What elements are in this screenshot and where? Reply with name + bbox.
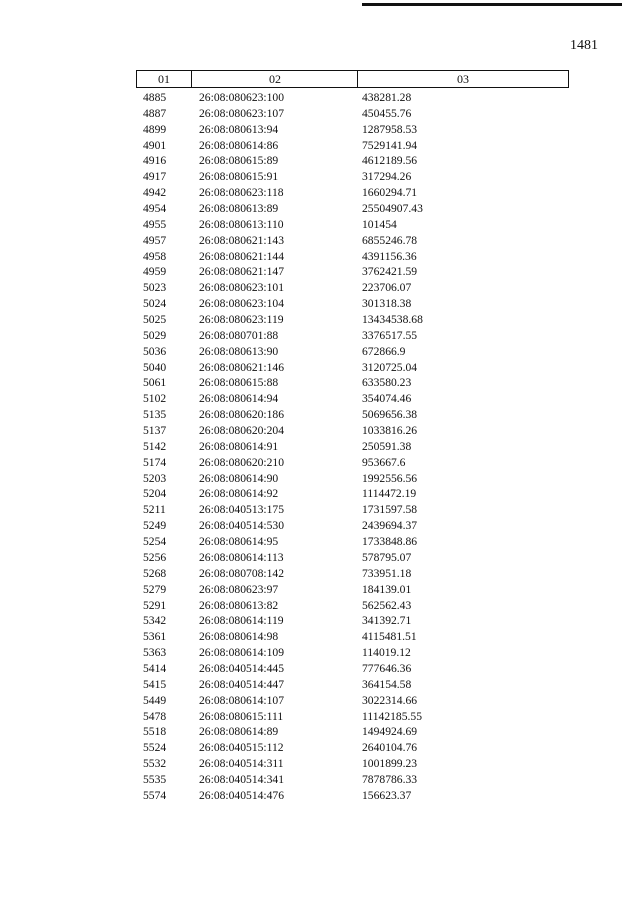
row-value: 354074.46 [362, 392, 412, 406]
table-row [0, 772, 640, 788]
row-code: 26:08:040515:112 [199, 741, 284, 755]
row-id: 5174 [143, 455, 167, 469]
row-value: 1494924.69 [362, 725, 418, 739]
row-id: 5361 [143, 630, 167, 644]
row-value: 3762421.59 [362, 265, 418, 279]
row-value: 578795.07 [362, 550, 412, 564]
table-row [0, 740, 640, 756]
row-value: 7878786.33 [362, 772, 418, 786]
row-code: 26:08:080623:118 [199, 186, 284, 200]
table-row [0, 788, 640, 804]
row-code: 26:08:080620:186 [199, 408, 285, 422]
row-value: 7529141.94 [362, 138, 418, 152]
row-value: 156623.37 [362, 788, 412, 802]
table-row [0, 185, 640, 201]
table-row [0, 661, 640, 677]
row-value: 1033816.26 [362, 424, 418, 438]
row-id: 5023 [143, 281, 167, 295]
row-code: 26:08:080613:94 [199, 122, 279, 136]
row-value: 438281.28 [362, 91, 412, 104]
row-value: 672866.9 [362, 344, 406, 358]
row-code: 26:08:080621:147 [199, 265, 285, 279]
header-col-02: 02 [191, 71, 358, 87]
table-row [0, 249, 640, 265]
row-code: 26:08:080621:144 [199, 249, 285, 263]
table-row [0, 756, 640, 772]
row-value: 4612189.56 [362, 154, 418, 168]
row-value: 114019.12 [362, 646, 411, 660]
table-row [0, 328, 640, 344]
table-row [0, 138, 640, 154]
row-value: 3376517.55 [362, 328, 418, 342]
table-header [136, 70, 569, 88]
row-value: 341392.71 [362, 614, 412, 628]
row-value: 1001899.23 [362, 757, 418, 771]
row-id: 5574 [143, 788, 167, 802]
table-row [0, 169, 640, 185]
row-value: 5069656.38 [362, 408, 418, 422]
row-id: 5254 [143, 535, 167, 549]
row-code: 26:08:040514:530 [199, 519, 285, 533]
row-code: 26:08:080621:143 [199, 233, 285, 247]
row-id: 5279 [143, 582, 167, 596]
row-code: 26:08:080614:109 [199, 646, 285, 660]
row-code: 26:08:080621:146 [199, 360, 285, 374]
row-code: 26:08:080623:100 [199, 91, 285, 104]
table-row [0, 201, 640, 217]
row-value: 25504907.43 [362, 202, 423, 216]
row-code: 26:08:080613:110 [199, 217, 284, 231]
row-id: 5524 [143, 741, 167, 755]
table-row [0, 122, 640, 138]
row-value: 1731597.58 [362, 503, 418, 517]
row-value: 953667.6 [362, 455, 406, 469]
table-row [0, 264, 640, 280]
table-row [0, 375, 640, 391]
top-rule [362, 3, 622, 6]
row-code: 26:08:040514:476 [199, 788, 285, 802]
row-code: 26:08:080614:119 [199, 614, 284, 628]
table-row [0, 455, 640, 471]
row-value: 2439694.37 [362, 519, 418, 533]
table-body [0, 90, 640, 804]
row-code: 26:08:080614:91 [199, 439, 279, 453]
row-code: 26:08:080614:95 [199, 535, 279, 549]
row-id: 5025 [143, 313, 167, 327]
table-row [0, 439, 640, 455]
row-value: 6855246.78 [362, 233, 418, 247]
row-code: 26:08:080614:90 [199, 471, 279, 485]
table-row [0, 645, 640, 661]
table-row [0, 153, 640, 169]
row-id: 5102 [143, 392, 167, 406]
row-id: 4901 [143, 138, 167, 152]
row-value: 301318.38 [362, 297, 412, 311]
table-row [0, 534, 640, 550]
row-id: 5518 [143, 725, 167, 739]
row-id: 5449 [143, 693, 167, 707]
row-id: 4887 [143, 106, 167, 120]
row-code: 26:08:080614:98 [199, 630, 279, 644]
row-id: 4916 [143, 154, 167, 168]
row-code: 26:08:080613:89 [199, 202, 279, 216]
table-row [0, 407, 640, 423]
row-code: 26:08:080620:204 [199, 424, 285, 438]
row-value: 2640104.76 [362, 741, 418, 755]
row-value: 1733848.86 [362, 535, 418, 549]
row-value: 13434538.68 [362, 313, 423, 327]
row-value: 777646.36 [362, 661, 412, 675]
table-row [0, 90, 640, 106]
row-value: 223706.07 [362, 281, 412, 295]
table-row [0, 518, 640, 534]
table-row [0, 423, 640, 439]
row-id: 5415 [143, 677, 167, 691]
row-value: 1114472.19 [362, 487, 417, 501]
row-value: 317294.26 [362, 170, 412, 184]
row-code: 26:08:080615:88 [199, 376, 279, 390]
table-row [0, 486, 640, 502]
table-row [0, 344, 640, 360]
table-row [0, 566, 640, 582]
row-id: 5142 [143, 439, 167, 453]
row-id: 4959 [143, 265, 167, 279]
row-id: 4957 [143, 233, 167, 247]
row-code: 26:08:080615:91 [199, 170, 279, 184]
row-code: 26:08:080701:88 [199, 328, 279, 342]
row-id: 5204 [143, 487, 167, 501]
row-id: 4917 [143, 170, 167, 184]
row-id: 4955 [143, 217, 167, 231]
table-row [0, 296, 640, 312]
row-id: 5061 [143, 376, 167, 390]
row-id: 5211 [143, 503, 166, 517]
row-value: 4115481.51 [362, 630, 417, 644]
row-code: 26:08:080614:86 [199, 138, 279, 152]
table-row [0, 502, 640, 518]
row-value: 3120725.04 [362, 360, 418, 374]
row-code: 26:08:040514:311 [199, 757, 284, 771]
row-code: 26:08:080615:89 [199, 154, 279, 168]
table-row [0, 598, 640, 614]
row-value: 450455.76 [362, 106, 412, 120]
table-row [0, 677, 640, 693]
table-row [0, 629, 640, 645]
row-code: 26:08:080623:104 [199, 297, 285, 311]
row-code: 26:08:080620:210 [199, 455, 285, 469]
row-value: 562562.43 [362, 598, 412, 612]
row-code: 26:08:080613:90 [199, 344, 279, 358]
row-code: 26:08:080614:113 [199, 550, 284, 564]
row-id: 4954 [143, 202, 167, 216]
row-id: 4899 [143, 122, 167, 136]
row-value: 4391156.36 [362, 249, 417, 263]
row-id: 4885 [143, 91, 167, 104]
row-code: 26:08:080615:111 [199, 709, 284, 723]
row-id: 5478 [143, 709, 167, 723]
row-code: 26:08:040514:445 [199, 661, 285, 675]
table-row [0, 106, 640, 122]
table-row [0, 582, 640, 598]
table-row [0, 724, 640, 740]
table-row [0, 471, 640, 487]
row-id: 4958 [143, 249, 167, 263]
table-row [0, 312, 640, 328]
row-value: 1992556.56 [362, 471, 418, 485]
table-row [0, 391, 640, 407]
row-id: 5135 [143, 408, 167, 422]
table-row [0, 709, 640, 725]
header-col-01: 01 [158, 72, 170, 86]
row-id: 5249 [143, 519, 167, 533]
row-value: 733951.18 [362, 566, 412, 580]
row-id: 5203 [143, 471, 167, 485]
row-id: 5414 [143, 661, 167, 675]
row-id: 5029 [143, 328, 167, 342]
row-id: 5532 [143, 757, 167, 771]
row-code: 26:08:080614:92 [199, 487, 279, 501]
row-id: 5256 [143, 550, 167, 564]
row-id: 5040 [143, 360, 167, 374]
row-id: 5137 [143, 424, 167, 438]
row-code: 26:08:080623:97 [199, 582, 279, 596]
row-id: 5535 [143, 772, 167, 786]
row-value: 11142185.55 [362, 709, 423, 723]
row-value: 184139.01 [362, 582, 412, 596]
table-row [0, 217, 640, 233]
row-id: 4942 [143, 186, 167, 200]
row-code: 26:08:080623:107 [199, 106, 285, 120]
row-id: 5291 [143, 598, 167, 612]
header-col-03: 03 [357, 71, 568, 87]
row-code: 26:08:040514:447 [199, 677, 285, 691]
row-id: 5342 [143, 614, 167, 628]
row-value: 633580.23 [362, 376, 412, 390]
row-id: 5268 [143, 566, 167, 580]
row-id: 5024 [143, 297, 167, 311]
row-value: 364154.58 [362, 677, 412, 691]
row-value: 3022314.66 [362, 693, 418, 707]
row-id: 5363 [143, 646, 167, 660]
row-code: 26:08:080614:89 [199, 725, 279, 739]
table-row [0, 550, 640, 566]
row-value: 250591.38 [362, 439, 412, 453]
table-row [0, 693, 640, 709]
row-code: 26:08:040513:175 [199, 503, 285, 517]
row-value: 101454 [362, 217, 397, 231]
table-row [0, 280, 640, 296]
row-id: 5036 [143, 344, 167, 358]
row-code: 26:08:080623:101 [199, 281, 285, 295]
table-row [0, 360, 640, 376]
row-code: 26:08:080613:82 [199, 598, 279, 612]
page-number: 1481 [570, 38, 598, 53]
row-value: 1287958.53 [362, 122, 418, 136]
row-code: 26:08:080623:119 [199, 313, 284, 327]
row-value: 1660294.71 [362, 186, 418, 200]
table-row [0, 613, 640, 629]
row-code: 26:08:080614:94 [199, 392, 279, 406]
row-code: 26:08:080614:107 [199, 693, 285, 707]
table-row [0, 233, 640, 249]
row-code: 26:08:040514:341 [199, 772, 285, 786]
row-code: 26:08:080708:142 [199, 566, 285, 580]
